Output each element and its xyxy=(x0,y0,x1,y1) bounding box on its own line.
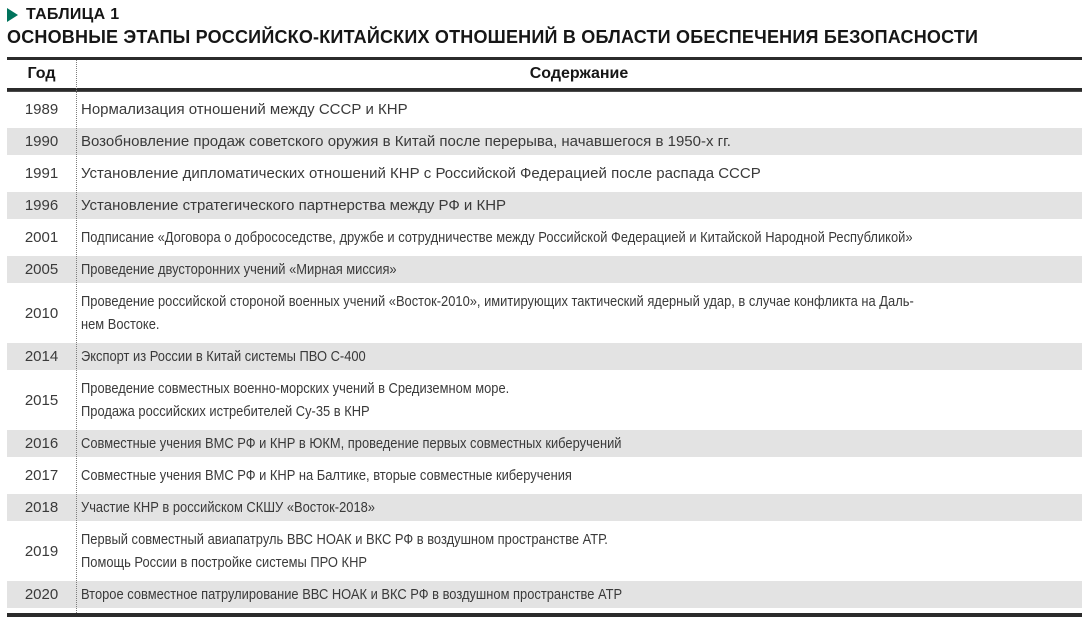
table-number-label: ТАБЛИЦА 1 xyxy=(26,6,120,23)
table-row xyxy=(7,256,1082,283)
content-cell xyxy=(76,288,1082,338)
content-cell xyxy=(76,192,1082,219)
content-line: Установление стратегического партнерства между РФ и КНР xyxy=(81,197,507,214)
table-header-row xyxy=(7,60,1082,88)
content-cell xyxy=(76,494,1082,521)
table-row xyxy=(7,526,1082,576)
content-line: Экспорт из России в Китай системы ПВО С-400 xyxy=(81,348,366,365)
content-line: Проведение российской стороной военных учений «Восток-2010», имитирующих тактический ядерный удар, в случае конфликта на Даль- xyxy=(81,293,914,310)
year-cell: 2005 xyxy=(24,261,59,278)
year-cell: 2019 xyxy=(24,542,59,560)
content-line: Участие КНР в российском СКШУ «Восток-2018» xyxy=(81,499,375,516)
year-cell: 2015 xyxy=(24,391,59,409)
year-cell: 2016 xyxy=(24,435,59,452)
year-cell: 2010 xyxy=(24,304,59,322)
right-triangle-icon xyxy=(7,8,18,22)
table-row xyxy=(7,494,1082,521)
content-cell xyxy=(76,430,1082,457)
year-cell: 1990 xyxy=(24,133,59,150)
column-header-content: Содержание xyxy=(529,65,629,82)
table-row xyxy=(7,375,1082,425)
content-line: Совместные учения ВМС РФ и КНР в ЮКМ, проведение первых совместных киберучений xyxy=(81,435,622,452)
year-cell: 1989 xyxy=(24,101,59,118)
content-cell xyxy=(76,224,1082,251)
table-title: ОСНОВНЫЕ ЭТАПЫ РОССИЙСКО-КИТАЙСКИХ ОТНОШЕНИЙ В ОБЛАСТИ ОБЕСПЕЧЕНИЯ БЕЗОПАСНОСТИ xyxy=(7,27,979,47)
year-cell: 2014 xyxy=(24,348,59,365)
year-cell: 2001 xyxy=(24,229,59,246)
content-line: Помощь России в постройке системы ПРО КНР xyxy=(81,554,367,571)
content-cell xyxy=(76,256,1082,283)
content-line: Нормализация отношений между СССР и КНР xyxy=(81,101,408,118)
table-row xyxy=(7,343,1082,370)
year-cell: 1991 xyxy=(24,165,59,182)
table-row xyxy=(7,192,1082,219)
content-line: Первый совместный авиапатруль ВВС НОАК и ВКС РФ в воздушном пространстве АТР. xyxy=(81,531,608,548)
table-row xyxy=(7,288,1082,338)
content-cell xyxy=(76,526,1082,576)
content-cell xyxy=(76,375,1082,425)
table-row xyxy=(7,128,1082,155)
table-row xyxy=(7,430,1082,457)
content-line: Проведение двусторонних учений «Мирная миссия» xyxy=(81,261,397,278)
content-line: Установление дипломатических отношений КНР с Российской Федерацией после распада СССР xyxy=(81,165,761,182)
column-header-year: Год xyxy=(27,65,56,82)
content-cell xyxy=(76,96,1082,123)
table-body xyxy=(7,92,1082,608)
stages-table xyxy=(7,57,1082,617)
year-cell: 2018 xyxy=(24,499,59,516)
table-row xyxy=(7,462,1082,489)
content-line: Второе совместное патрулирование ВВС НОАК и ВКС РФ в воздушном пространстве АТР xyxy=(81,586,623,603)
content-cell xyxy=(76,128,1082,155)
content-cell xyxy=(76,160,1082,187)
content-cell xyxy=(76,581,1082,608)
year-cell: 1996 xyxy=(24,197,59,214)
column-divider-dotted-line xyxy=(76,60,77,613)
content-line: Проведение совместных военно-морских учений в Средиземном море. xyxy=(81,380,510,397)
content-line: Продажа российских истребителей Су-35 в КНР xyxy=(81,403,370,420)
table-row xyxy=(7,160,1082,187)
content-cell xyxy=(76,343,1082,370)
content-line: Совместные учения ВМС РФ и КНР на Балтике, вторые совместные киберучения xyxy=(81,467,572,484)
content-line: Подписание «Договора о добрососедстве, дружбе и сотрудничестве между Российской Федерацией и Китайской Народной Республикой» xyxy=(81,229,913,246)
table-row xyxy=(7,224,1082,251)
year-cell: 2020 xyxy=(24,586,59,603)
table-kicker xyxy=(7,6,1082,24)
year-cell: 2017 xyxy=(24,467,59,484)
content-line: нем Востоке. xyxy=(81,316,160,333)
content-line: Возобновление продаж советского оружия в Китай после перерыва, начавшегося в 1950-х гг. xyxy=(81,133,731,150)
table-row xyxy=(7,581,1082,608)
table-row xyxy=(7,96,1082,123)
content-cell xyxy=(76,462,1082,489)
